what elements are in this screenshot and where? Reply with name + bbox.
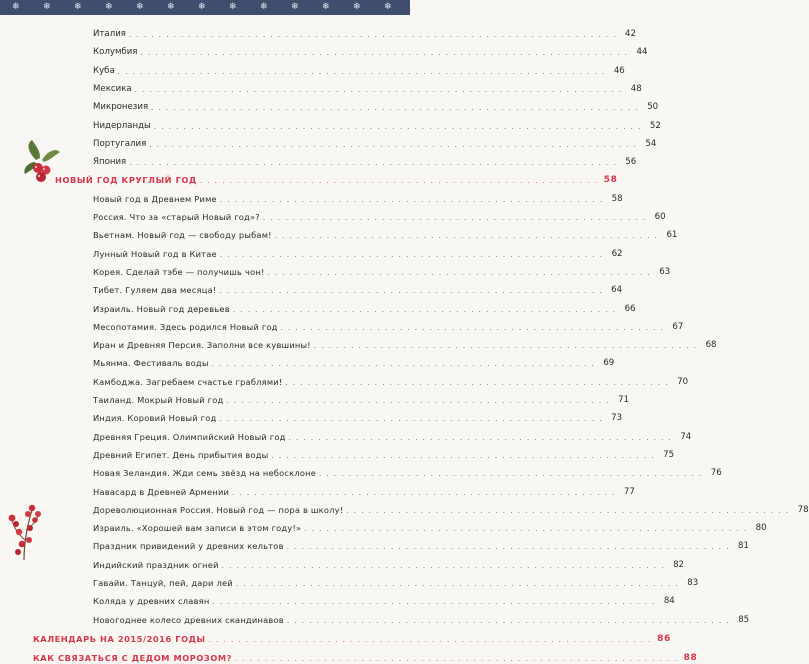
toc-leader-dots: . . . . . . . . . . . . . . . . . . . . . . . . . . . . . . . . . . . . . . . . . . . . . . . . . . . . . . . . . . . . . . . . . . xyxy=(140,49,629,58)
toc-entry[interactable] xyxy=(93,612,750,626)
toc-section-heading[interactable] xyxy=(55,172,618,186)
toc-entry-title: Италия xyxy=(93,29,126,39)
toc-entry-page: 48 xyxy=(630,83,642,94)
toc-entry-title: Индия. Коровий Новый год xyxy=(93,413,217,424)
toc-entry-title: Япония xyxy=(93,157,127,168)
toc-entry-page: 54 xyxy=(645,138,657,149)
toc-leader-dots: . . . . . . . . . . . . . . . . . . . . . . . . . . . . . . . . . . . . . . . . . . . . . . . . . . . . . . . . . . . . . . . . . . xyxy=(117,67,606,76)
toc-entry-title: Тибет. Гуляем два месяца! xyxy=(93,285,217,296)
toc-entry[interactable] xyxy=(93,63,625,77)
toc-entry-title: Праздник привидений у древних кельтов xyxy=(93,541,284,552)
toc-entry[interactable] xyxy=(93,264,671,278)
toc-leader-dots: . . . . . . . . . . . . . . . . . . . . . . . . . . . . . . . . . . . . . . . . . . . . . . . . . . . . . . . . . . . . xyxy=(235,655,679,664)
toc-entry-title: Дореволюционная Россия. Новый год — пора в школу! xyxy=(93,504,344,515)
toc-leader-dots: . . . . . . . . . . . . . . . . . . . . . . . . . . . . . . . . . . . . . . . . . . . . . . . . . . . . . . xyxy=(199,177,599,186)
toc-leader-dots: . . . . . . . . . . . . . . . . . . . . . . . . . . . . . . . . . . . . . . . . . . . . . . . . . . . . xyxy=(232,305,617,314)
toc-entry-page: 63 xyxy=(659,266,671,277)
snowflake-icon: ❄ xyxy=(198,2,206,12)
toc-entry-title: Корея. Сделай тэбе — получишь чон! xyxy=(93,266,265,277)
toc-leader-dots: . . . . . . . . . . . . . . . . . . . . . . . . . . . . . . . . . . . . . . . . . . . . . . . . . . . . . . . . . . . . xyxy=(304,525,748,534)
toc-leader-dots: . . . . . . . . . . . . . . . . . . . . . . . . . . . . . . . . . . . . . . . . . . . . . . . . . . . . . . . . . . . . xyxy=(346,506,790,515)
toc-leader-dots: . . . . . . . . . . . . . . . . . . . . . . . . . . . . . . . . . . . . . . . . . . . . . . . . . . . . xyxy=(285,378,670,387)
toc-section-title: КАК СВЯЗАТЬСЯ С ДЕДОМ МОРОЗОМ? xyxy=(33,653,233,664)
toc-entry[interactable] xyxy=(93,191,623,205)
toc-entry[interactable] xyxy=(93,26,636,40)
toc-leader-dots: . . . . . . . . . . . . . . . . . . . . . . . . . . . . . . . . . . . . . . . . . . . . . . . . . . . . . . . . . . . . . . . . . . xyxy=(128,31,617,39)
toc-entry-page: 61 xyxy=(666,230,678,241)
toc-entry-title: Нидерланды xyxy=(93,120,151,131)
toc-leader-dots: . . . . . . . . . . . . . . . . . . . . . . . . . . . . . . . . . . . . . . . . . . . . . . . . . . . . xyxy=(267,268,652,277)
toc-entry-page: 50 xyxy=(647,102,659,113)
toc-leader-dots: . . . . . . . . . . . . . . . . . . . . . . . . . . . . . . . . . . . . . . . . . . . . . . . . . . . . . . . . . . . . xyxy=(235,580,680,588)
toc-entry[interactable] xyxy=(93,355,615,369)
toc-entry-page: 58 xyxy=(611,193,623,204)
toc-entry-title: Коляда у древних славян xyxy=(93,596,210,607)
toc-entry-title: Древний Египет. День прибытия воды xyxy=(93,449,269,460)
toc-entry-title: Древняя Греция. Олимпийский Новый год xyxy=(93,431,286,442)
snowflake-icon: ❄ xyxy=(353,2,361,12)
toc-entry-page: 75 xyxy=(663,449,675,460)
toc-entry[interactable] xyxy=(93,502,809,516)
snowflake-icon: ❄ xyxy=(105,2,113,12)
toc-entry-title: Индийский праздник огней xyxy=(93,559,219,570)
toc-entry-page: 62 xyxy=(611,248,623,259)
toc-entry[interactable] xyxy=(93,392,630,406)
toc-leader-dots: . . . . . . . . . . . . . . . . . . . . . . . . . . . . . . . . . . . . . . . . . . . . . . . . . . . . xyxy=(274,232,659,241)
toc-entry[interactable] xyxy=(93,575,699,589)
toc-entry-page: 52 xyxy=(649,120,661,131)
snowflake-icon: ❄ xyxy=(12,2,20,12)
toc-entry-page: 69 xyxy=(603,358,615,369)
toc-entry[interactable] xyxy=(93,538,749,552)
toc-leader-dots: . . . . . . . . . . . . . . . . . . . . . . . . . . . . . . . . . . . . . . . . . . . . . . . . . . . . xyxy=(262,214,647,222)
toc-entry[interactable] xyxy=(93,81,642,95)
toc-entry[interactable] xyxy=(93,282,623,296)
toc-leader-dots: . . . . . . . . . . . . . . . . . . . . . . . . . . . . . . . . . . . . . . . . . . . . . . . . . . . . . . . . . . . . xyxy=(208,635,652,644)
toc-entry-page: 70 xyxy=(677,376,689,387)
toc-entry-page: 71 xyxy=(618,395,630,405)
toc-entry-title: Новый год в Древнем Риме xyxy=(93,193,217,204)
toc-leader-dots: . . . . . . . . . . . . . . . . . . . . . . . . . . . . . . . . . . . . . . . . . . . . . . . . . . . . xyxy=(219,287,604,296)
toc-entry[interactable] xyxy=(93,337,717,351)
toc-entry-page: 46 xyxy=(613,65,625,76)
toc-leader-dots: . . . . . . . . . . . . . . . . . . . . . . . . . . . . . . . . . . . . . . . . . . . . . . . . . . . . . . . . . . . . xyxy=(286,543,730,552)
toc-entry-page: 56 xyxy=(625,157,637,168)
toc-section-title: КАЛЕНДАРЬ НА 2015/2016 ГОДЫ xyxy=(33,633,206,644)
toc-leader-dots: . . . . . . . . . . . . . . . . . . . . . . . . . . . . . . . . . . . . . . . . . . . . . . . . . . . . xyxy=(226,397,611,405)
toc-entry-title: Россия. Что за «старый Новый год»? xyxy=(93,212,260,222)
toc-entry-title: Мьянма. Фестиваль воды xyxy=(93,358,209,369)
toc-entry-page: 83 xyxy=(687,578,699,588)
snowflake-icon: ❄ xyxy=(322,2,330,12)
toc-entry-title: Лунный Новый год в Китае xyxy=(93,248,217,259)
toc-leader-dots: . . . . . . . . . . . . . . . . . . . . . . . . . . . . . . . . . . . . . . . . . . . . . . . . . . . . . . . . . . . . . . . . . . xyxy=(134,85,623,94)
toc-entry[interactable] xyxy=(93,374,689,388)
snowflake-icon: ❄ xyxy=(136,2,144,12)
toc-leader-dots: . . . . . . . . . . . . . . . . . . . . . . . . . . . . . . . . . . . . . . . . . . . . . . . . . . . . xyxy=(211,360,596,369)
toc-leader-dots: . . . . . . . . . . . . . . . . . . . . . . . . . . . . . . . . . . . . . . . . . . . . . . . . . . . . . . . . . . . . xyxy=(212,598,656,607)
toc-section-title: НОВЫЙ ГОД КРУГЛЫЙ ГОД xyxy=(55,175,197,186)
toc-entry[interactable] xyxy=(93,593,675,607)
toc-section-page: 86 xyxy=(657,633,671,644)
toc-entry[interactable] xyxy=(93,99,659,113)
toc-entry[interactable] xyxy=(93,447,675,461)
toc-entry-title: Израиль. «Хорошей вам записи в этом году!» xyxy=(93,523,302,534)
toc-entry-page: 85 xyxy=(738,614,750,625)
toc-leader-dots: . . . . . . . . . . . . . . . . . . . . . . . . . . . . . . . . . . . . . . . . . . . . . . . . . . . . . . . . . . . . xyxy=(221,561,665,570)
toc-entry[interactable] xyxy=(93,429,692,443)
toc-leader-dots: . . . . . . . . . . . . . . . . . . . . . . . . . . . . . . . . . . . . . . . . . . . . . . . . . . . . xyxy=(219,195,604,204)
toc-leader-dots: . . . . . . . . . . . . . . . . . . . . . . . . . . . . . . . . . . . . . . . . . . . . . . . . . . . . xyxy=(280,323,665,332)
toc-leader-dots: . . . . . . . . . . . . . . . . . . . . . . . . . . . . . . . . . . . . . . . . . . . . . . . . . . . . xyxy=(219,415,604,424)
toc-entry-page: 66 xyxy=(624,303,636,314)
toc-entry-title: Куба xyxy=(93,65,115,76)
toc-entry[interactable] xyxy=(93,154,637,168)
toc-leader-dots: . . . . . . . . . . . . . . . . . . . . . . . . . . . . . . . . . . . . . . . . . . . . . . . . . . . . . . . . . . . . . . . . . . xyxy=(151,104,640,113)
snowflake-icon: ❄ xyxy=(260,2,268,12)
toc-entry-page: 78 xyxy=(797,504,809,515)
snowflake-icon: ❄ xyxy=(229,2,237,12)
toc-leader-dots: . . . . . . . . . . . . . . . . . . . . . . . . . . . . . . . . . . . . . . . . . . . . . . . . . . . . . . . . . . . . xyxy=(286,616,731,625)
toc-leader-dots: . . . . . . . . . . . . . . . . . . . . . . . . . . . . . . . . . . . . . . . . . . . . . . . . . . . . xyxy=(232,488,616,497)
toc-entry-page: 76 xyxy=(710,468,722,479)
toc-leader-dots: . . . . . . . . . . . . . . . . . . . . . . . . . . . . . . . . . . . . . . . . . . . . . . . . . . . . . . . . . . . . . . . . . . xyxy=(153,122,642,131)
toc-entry[interactable] xyxy=(93,246,623,260)
toc-entry-page: 44 xyxy=(636,47,648,58)
toc-entry[interactable] xyxy=(93,118,661,132)
toc-entry-title: Иран и Древняя Персия. Заполни все кувшины! xyxy=(93,340,311,351)
toc-entry-page: 84 xyxy=(663,596,675,607)
toc-entry-page: 74 xyxy=(680,431,692,442)
toc-entry[interactable] xyxy=(93,209,666,223)
toc-section-page: 88 xyxy=(683,653,698,664)
toc-entry-title: Новая Зеландия. Жди семь звёзд на небосклоне xyxy=(93,468,317,479)
toc-leader-dots: . . . . . . . . . . . . . . . . . . . . . . . . . . . . . . . . . . . . . . . . . . . . . . . . . . . . xyxy=(319,470,703,479)
toc-entry-title: Микронезия xyxy=(93,102,149,113)
toc-entry-title: Месопотамия. Здесь родился Новый год xyxy=(93,321,278,332)
toc-entry[interactable] xyxy=(93,484,635,498)
toc-entry-title: Колумбия xyxy=(93,47,138,58)
toc-entry[interactable] xyxy=(93,557,684,571)
toc-entry-page: 67 xyxy=(672,321,684,332)
toc-entry-page: 60 xyxy=(654,212,666,222)
toc-entry-page: 77 xyxy=(623,486,635,497)
toc-entry-page: 64 xyxy=(611,285,623,296)
toc-entry[interactable] xyxy=(93,301,636,315)
toc-entry-page: 68 xyxy=(705,340,717,351)
toc-leader-dots: . . . . . . . . . . . . . . . . . . . . . . . . . . . . . . . . . . . . . . . . . . . . . . . . . . . . . . . . . . . . . . . . . . xyxy=(149,140,638,149)
toc-entry-title: Израиль. Новый год деревьев xyxy=(93,303,230,314)
snowflake-icon: ❄ xyxy=(74,2,82,12)
toc-entry-page: 42 xyxy=(625,29,636,39)
toc-entry-page: 80 xyxy=(755,523,767,534)
toc-entry-page: 82 xyxy=(673,559,684,570)
snowflake-icon: ❄ xyxy=(384,2,392,12)
snowflake-icon: ❄ xyxy=(291,2,299,12)
toc-entry[interactable] xyxy=(93,44,648,58)
toc-section-page: 58 xyxy=(603,175,618,186)
toc-leader-dots: . . . . . . . . . . . . . . . . . . . . . . . . . . . . . . . . . . . . . . . . . . . . . . . . . . . . . . . . . . . . . . . . . . xyxy=(129,159,618,168)
toc-entry-page: 81 xyxy=(738,541,749,552)
toc-entry[interactable] xyxy=(93,410,623,424)
toc-entry-title: Таиланд. Мокрый Новый год xyxy=(93,395,224,405)
toc-entry-title: Вьетнам. Новый год — свободу рыбам! xyxy=(93,230,272,241)
snowflake-icon: ❄ xyxy=(167,2,175,12)
toc-entry-title: Мексика xyxy=(93,83,132,94)
toc-leader-dots: . . . . . . . . . . . . . . . . . . . . . . . . . . . . . . . . . . . . . . . . . . . . . . . . . . . . xyxy=(271,451,656,460)
toc-section-heading[interactable] xyxy=(33,631,671,645)
snowflake-icon: ❄ xyxy=(43,2,51,12)
toc-entry[interactable] xyxy=(93,520,767,534)
toc-section-heading[interactable] xyxy=(33,650,698,664)
toc-entry-title: Португалия xyxy=(93,138,147,149)
toc-entry-page: 73 xyxy=(611,413,623,424)
toc-entry[interactable] xyxy=(93,136,657,150)
toc-leader-dots: . . . . . . . . . . . . . . . . . . . . . . . . . . . . . . . . . . . . . . . . . . . . . . . . . . . . xyxy=(288,433,673,442)
toc-entry-title: Навасард в Древней Армении xyxy=(93,486,230,497)
toc-leader-dots: . . . . . . . . . . . . . . . . . . . . . . . . . . . . . . . . . . . . . . . . . . . . . . . . . . . . xyxy=(219,250,604,259)
toc-entry[interactable] xyxy=(93,227,678,241)
toc-entry-title: Камбоджа. Загребаем счастье граблями! xyxy=(93,376,283,387)
toc-entry-title: Новогоднее колесо древних скандинавов xyxy=(93,614,284,625)
toc-entry[interactable] xyxy=(93,319,684,333)
toc-entry-title: Гавайи. Танцуй, пей, дари лей xyxy=(93,578,233,588)
toc-leader-dots: . . . . . . . . . . . . . . . . . . . . . . . . . . . . . . . . . . . . . . . . . . . . . . . . . . . . xyxy=(313,342,698,351)
toc-entry[interactable] xyxy=(93,465,722,479)
